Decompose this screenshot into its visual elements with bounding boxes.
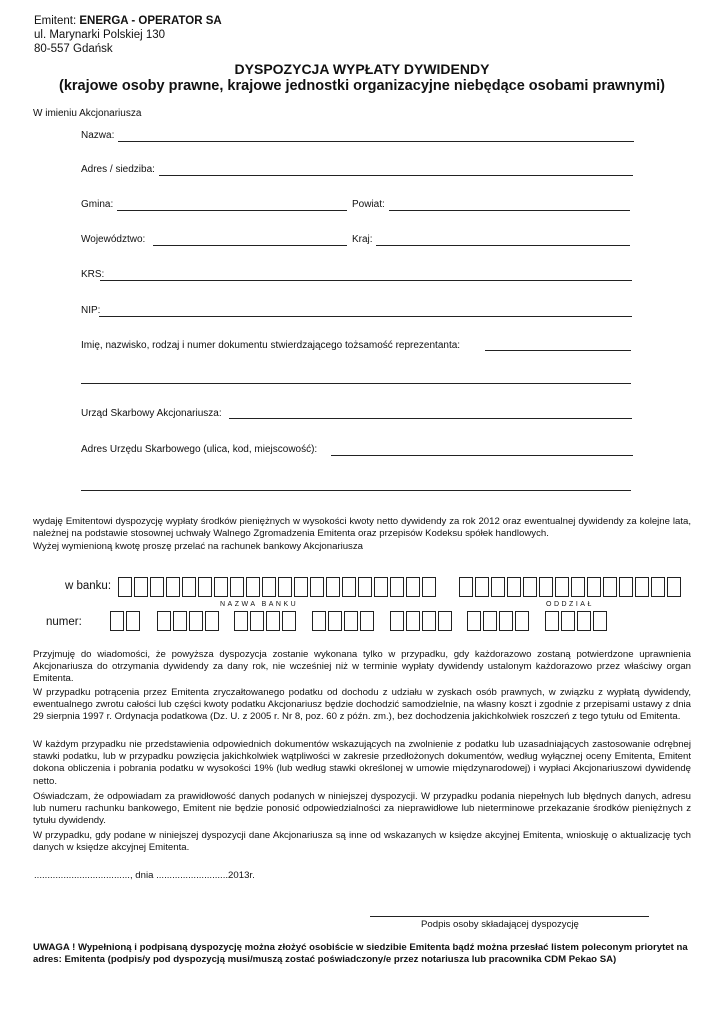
label-kraj: Kraj:	[352, 234, 373, 245]
label-adres: Adres / siedziba:	[81, 164, 155, 175]
intro-text: W imieniu Akcjonariusza	[33, 108, 142, 119]
input-nip[interactable]	[99, 316, 632, 317]
input-reprezentant[interactable]	[485, 350, 631, 351]
input-urzad[interactable]	[229, 418, 632, 419]
term-paragraph: W przypadku, gdy podane w niniejszej dyspozycji dane Akcjonariusza są inne od wskazanych w księdze akcyjnej Emitenta, wnioskuję o aktualizację tych danych w księdze akcyjnej Emitenta.	[33, 830, 691, 854]
account-group-7[interactable]	[545, 611, 609, 631]
account-group-4[interactable]	[312, 611, 376, 631]
label-wojewodztwo: Województwo:	[81, 234, 146, 245]
issuer-block	[34, 14, 222, 56]
label-gmina: Gmina:	[81, 199, 114, 210]
form-subtitle: (krajowe osoby prawne, krajowe jednostki organizacyjne niebędące osobami prawnymi)	[59, 78, 665, 94]
issuer-street: ul. Marynarki Polskiej 130	[34, 29, 166, 41]
caption-branch: ODDZIAŁ	[546, 601, 594, 608]
label-adres-urzedu: Adres Urzędu Skarbowego (ulica, kod, miejscowość):	[81, 444, 318, 455]
issuer-name-line: Emitent: ENERGA - OPERATOR SA	[34, 15, 222, 27]
input-powiat[interactable]	[389, 210, 630, 211]
account-group-2[interactable]	[157, 611, 221, 631]
term-paragraph: W każdym przypadku nie przedstawienia odpowiednich dokumentów wskazujących na zwolnienie z podatku lub uzasadniających zastosowanie odrębnej stawki podatku, lub w przypadku powzięcia jakichkolwiek wątpliwości w zakresie przedłożonych dokumentów, według wyłącznej oceny Emitenta, Emitent dokona obliczenia i pobrania podatku w wysokości 19% (lub według stawki określonej w umowie międzynarodowej) i wypłaci Akcjonariuszowi dywidendę netto.	[33, 739, 691, 787]
issuer-city: 80-557 Gdańsk	[34, 43, 113, 55]
term-paragraph: W przypadku potrącenia przez Emitenta zryczałtowanego podatku od dochodu z udziału w zyskach osób prawnych, w związku z wypłatą dywidendy, ewentualnego zwrotu całości lub części kwoty podatku Akcjonariusz będzie dochodzić samodzielnie, na własny koszt i zgodnie z przepisami ustawy z dnia 29 sierpnia 1997 r. Ordynacja podatkowa (Dz. U. z 2005 r. Nr 8, poz. 60 z późn. zm.), bez dochodzenia jakichkolwiek roszczeń z tego tytułu od Emitenta.	[33, 687, 691, 723]
issuer-name: ENERGA - OPERATOR SA	[79, 15, 222, 27]
input-wojewodztwo[interactable]	[153, 245, 347, 246]
form-title: DYSPOZYCJA WYPŁATY DYWIDENDY	[234, 61, 490, 77]
account-group-3[interactable]	[234, 611, 298, 631]
input-adres-urzedu-cont[interactable]	[81, 490, 631, 491]
input-reprezentant-cont[interactable]	[81, 383, 631, 384]
warning-note: UWAGA ! Wypełnioną i podpisaną dyspozycję można złożyć osobiście w siedzibie Emitenta bądź można przesłać listem poleconym priorytet na adres: Emitenta (podpis/y pod dyspozycją musi/muszą zostać poświadczony/e przez notariusza lub pracownika CDM Pekao SA)	[33, 942, 688, 966]
account-group-5[interactable]	[390, 611, 454, 631]
input-nazwa[interactable]	[118, 141, 634, 142]
label-urzad: Urząd Skarbowy Akcjonariusza:	[81, 408, 222, 419]
term-paragraph: Oświadczam, że odpowiadam za prawidłowość danych podanych w niniejszej dyspozycji. W przypadku podania niepełnych lub błędnych danych, adresu lub numeru rachunku bankowego, Emitent nie będzie ponosić odpowiedzialności za nieprawidłowe lub nieterminowe przekazanie środków pieniężnych z tytułu dywidendy.	[33, 791, 691, 827]
term-paragraph: Przyjmuję do wiadomości, że powyższa dyspozycja zostanie wykonana tylko w przypadku, gdy każdorazowo zostaną potwierdzone uprawnienia Akcjonariusza do otrzymania dywidendy za dany rok, nie wcześniej niż w terminie wypłaty dywidendy ustalonym każdorazowo przez właściwy organ Emitenta.	[33, 649, 691, 685]
label-bank: w banku:	[65, 580, 112, 592]
label-account-number: numer:	[46, 616, 82, 628]
input-adres-urzedu[interactable]	[331, 455, 633, 456]
label-nip: NIP:	[81, 305, 101, 316]
input-adres[interactable]	[159, 175, 633, 176]
transfer-request: Wyżej wymienioną kwotę proszę przelać na rachunek bankowy Akcjonariusza	[33, 541, 363, 552]
date-line[interactable]: ...................................., dnia ...........................2013r.	[34, 870, 255, 881]
input-kraj[interactable]	[376, 245, 630, 246]
account-group-1[interactable]	[110, 611, 142, 631]
caption-bank-name: NAZWA BANKU	[220, 601, 299, 608]
signature-caption: Podpis osoby składającej dyspozycję	[421, 919, 579, 930]
input-gmina[interactable]	[117, 210, 347, 211]
label-nazwa: Nazwa:	[81, 130, 115, 141]
label-reprezentant: Imię, nazwisko, rodzaj i numer dokumentu stwierdzającego tożsamość reprezentanta:	[81, 340, 461, 351]
branch-boxes[interactable]	[459, 577, 683, 597]
declaration-text: wydaję Emitentowi dyspozycję wypłaty środków pieniężnych w wysokości kwoty netto dywidendy za rok 2012 oraz ewentualnej dywidendy za kolejne lata, należnej na podstawie stosownej uchwały Walnego Zgromadzenia Emitenta oraz przepisów Kodeksu spółek handlowych.	[33, 516, 691, 540]
label-powiat: Powiat:	[352, 199, 385, 210]
input-krs[interactable]	[100, 280, 632, 281]
signature-line[interactable]	[370, 916, 649, 917]
bank-name-boxes[interactable]	[118, 577, 438, 597]
label-krs: KRS:	[81, 269, 105, 280]
account-group-6[interactable]	[467, 611, 531, 631]
